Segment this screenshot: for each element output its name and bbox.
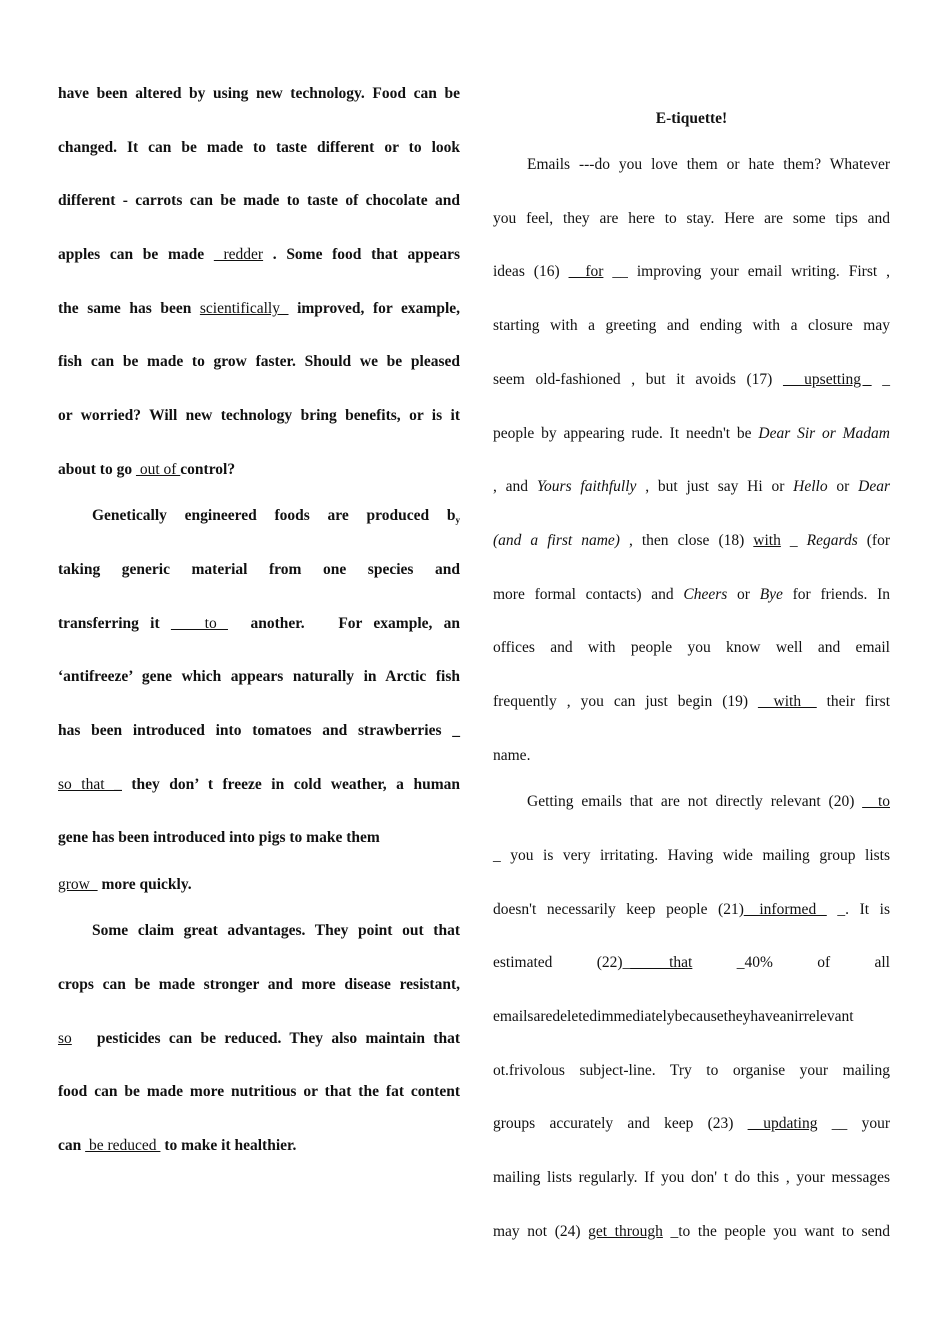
text-span: Getting emails that are not directly relevant (20) — [527, 793, 863, 810]
text-span: y — [455, 515, 460, 525]
answer-blank: with — [753, 532, 781, 549]
text-span: Emails ---do you love them or hate them? Whatever — [527, 156, 890, 173]
text-span: fish can be made to grow faster. Should we be pleased — [58, 353, 460, 370]
text-line — [58, 828, 460, 848]
text-line — [493, 477, 890, 497]
text-span: more formal contacts) and — [493, 586, 684, 603]
text-span: , but just say Hi or — [636, 478, 794, 495]
text-line — [493, 900, 890, 920]
text-span: or — [827, 478, 859, 495]
text-span: people by appearing rude. It needn't be — [493, 425, 759, 442]
answer-blank: upsetting — [782, 371, 872, 388]
answer-blank: to — [170, 615, 228, 632]
text-span: , then close (18) — [619, 532, 754, 549]
text-span: . Some food that appears — [263, 246, 461, 263]
text-span: have been altered by using new technology. Food can be — [58, 85, 460, 102]
answer-blank: _____that — [630, 954, 693, 971]
text-span: gene has been introduced into pigs to make them — [58, 829, 380, 846]
answer-blank: _ for — [568, 263, 604, 280]
text-span: _ — [780, 532, 807, 549]
text-line — [493, 262, 890, 282]
text-span: Cheers — [683, 586, 728, 603]
text-span: __ improving your email writing. First , — [603, 263, 891, 280]
text-line — [58, 975, 460, 995]
text-line — [58, 775, 460, 795]
answer-blank: out of — [135, 461, 181, 478]
text-span: _ you is very irritating. Having wide mailing group lists — [493, 847, 890, 864]
text-line — [58, 352, 460, 372]
text-line — [493, 1114, 890, 1134]
text-line — [58, 191, 460, 211]
text-span: Dear Sir or Madam — [758, 425, 890, 442]
text-line — [493, 638, 890, 658]
text-span: groups accurately and keep (23) — [493, 1115, 748, 1132]
text-span: (for — [857, 532, 891, 549]
text-line — [493, 1222, 890, 1242]
text-span: you feel, they are here to stay. Here are some tips and — [493, 210, 890, 227]
text-span: mailing lists regularly. If you don' t do this , your messages — [493, 1169, 890, 1186]
article-title: E-tiquette! — [655, 110, 728, 127]
text-span: food can be made more nutritious or that the fat content — [58, 1083, 460, 1100]
text-line — [493, 370, 890, 390]
text-span: offices and with people you know well and email — [493, 639, 890, 656]
text-line — [493, 1007, 890, 1027]
text-span: their first — [816, 693, 890, 710]
text-span: _40% of all — [692, 954, 890, 971]
text-span: can — [58, 1137, 86, 1154]
text-span: estimated (22)_ — [493, 954, 631, 971]
text-line — [493, 424, 890, 444]
text-span: transferring it — [58, 615, 171, 632]
answer-blank: _ to — [862, 793, 890, 810]
text-span: ideas (16) — [493, 263, 569, 280]
text-span: to make it healthier. — [160, 1137, 297, 1154]
text-line — [58, 84, 460, 104]
text-span: about to go — [58, 461, 136, 478]
text-span: _. It is — [826, 901, 890, 918]
text-span: Some claim great advantages. They point out that — [92, 922, 460, 939]
text-line — [493, 316, 890, 336]
text-span: (and a first name) — [493, 532, 620, 549]
text-line — [58, 667, 460, 687]
text-span: may not (24) — [493, 1223, 589, 1240]
text-span: apples can be made — [58, 246, 214, 263]
text-span: ‘antifreeze’ gene which appears naturally in Arctic fish — [58, 668, 460, 685]
text-span: or worried? Will new technology bring benefits, or is it — [58, 407, 460, 424]
text-line — [493, 209, 890, 229]
text-span: taking generic material from one species and — [58, 561, 460, 578]
text-span: improved, for example, — [288, 300, 460, 317]
answer-blank: so — [58, 1030, 72, 1047]
text-line — [58, 1029, 460, 1049]
text-line — [493, 846, 890, 866]
text-line — [58, 1082, 460, 1102]
text-line — [493, 746, 890, 766]
answer-blank: get through — [588, 1223, 663, 1240]
answer-blank: scientifically — [199, 300, 289, 317]
text-span: crops can be made stronger and more disease resistant, — [58, 976, 460, 993]
answer-blank: __updating — [747, 1115, 818, 1132]
answer-blank: __informed — [743, 901, 827, 918]
text-line — [493, 792, 890, 812]
text-line — [493, 155, 890, 175]
text-span: has been introduced into tomatoes and strawberries _ — [58, 722, 460, 739]
text-line — [493, 953, 890, 973]
answer-blank: be reduced — [85, 1137, 161, 1154]
text-span: pesticides can be reduced. They also maintain that — [71, 1030, 460, 1047]
text-line — [493, 1061, 890, 1081]
answer-blank: redder — [213, 246, 264, 263]
text-line — [493, 585, 890, 605]
text-span: doesn't necessarily keep people (21) — [493, 901, 744, 918]
text-span: _ — [871, 371, 890, 388]
text-span: for friends. In — [782, 586, 890, 603]
text-span: _ they don’ t freeze in cold weather, a human — [114, 776, 460, 793]
text-span: seem old-fashioned , but it avoids (17) — [493, 371, 783, 388]
text-line — [58, 406, 460, 426]
text-span: another. For example, an — [227, 615, 461, 632]
text-line — [58, 506, 460, 530]
text-span: , and — [493, 478, 537, 495]
text-span: frequently , you can just begin (19) — [493, 693, 759, 710]
text-span: _to the people you want to send — [662, 1223, 891, 1240]
text-line — [58, 560, 460, 580]
text-line — [493, 531, 890, 551]
text-span: the same has been — [58, 300, 200, 317]
text-span: changed. It can be made to taste different or to look — [58, 139, 460, 156]
text-span: Bye — [759, 586, 783, 603]
text-span: Regards — [806, 532, 858, 549]
text-line — [58, 921, 460, 941]
text-line — [58, 460, 460, 480]
text-line — [493, 1168, 890, 1188]
text-line — [58, 875, 460, 895]
text-span: emailsaredeletedimmediatelybecausetheyhaveanirrelevant — [493, 1008, 854, 1025]
text-line — [493, 692, 890, 712]
text-span: Yours faithfully — [536, 478, 637, 495]
text-line — [58, 614, 460, 634]
text-span: Genetically engineered foods are produced b — [92, 507, 456, 524]
text-span: control? — [180, 461, 236, 478]
text-line — [58, 245, 460, 265]
text-span: or — [727, 586, 760, 603]
answer-blank: grow — [58, 876, 98, 893]
text-line — [58, 1136, 460, 1156]
text-line — [58, 721, 460, 741]
text-span: __ your — [817, 1115, 890, 1132]
text-span: Dear — [858, 478, 890, 495]
text-line — [58, 138, 460, 158]
text-span: different - carrots can be made to taste of chocolate and — [58, 192, 460, 209]
answer-blank: so that — [58, 776, 115, 793]
text-span: Hello — [793, 478, 828, 495]
text-span: starting with a greeting and ending with a closure may — [493, 317, 890, 334]
text-span: ot.frivolous subject-line. Try to organise your mailing — [493, 1062, 890, 1079]
text-span: more quickly. — [97, 876, 192, 893]
text-line — [58, 299, 460, 319]
text-span: name. — [493, 747, 531, 764]
answer-blank: __with__ — [758, 693, 817, 710]
